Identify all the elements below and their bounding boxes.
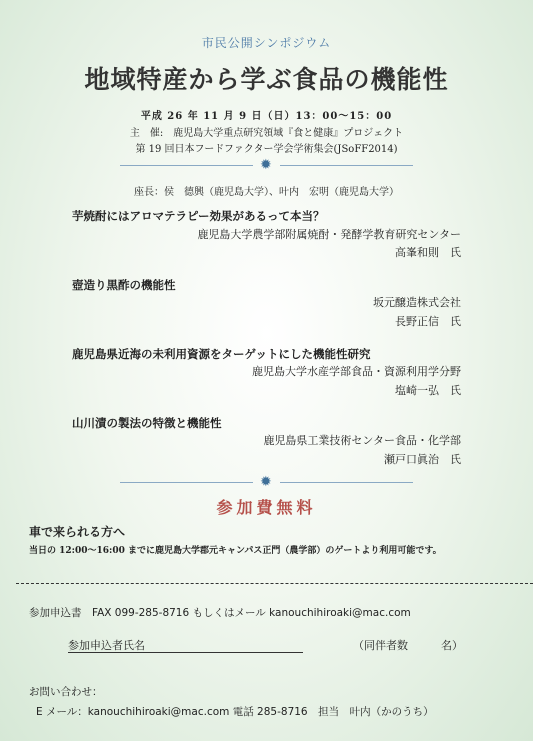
talk-affiliation: 鹿児島県工業技術センター食品・化学部 — [263, 434, 461, 447]
talk-speaker: 瀬戸口眞治 氏 — [384, 453, 461, 466]
applicant-name-field[interactable] — [68, 652, 303, 653]
talk-speaker: 高峯和則 氏 — [395, 246, 461, 259]
companion-count-field[interactable]: （同伴者数 名） — [353, 639, 463, 652]
chairs: 座長：侯 德興（鹿児島大学）、叶内 宏明（鹿児島大学） — [134, 187, 399, 198]
event-date: 平成 26 年 11 月 9 日（日）13：00〜15：00 — [140, 111, 393, 122]
sunburst-icon: ✹ — [260, 157, 272, 173]
organizer: 主 催: 鹿児島大学重点研究領域『食と健康』プロジェクト — [129, 128, 404, 139]
parking-info: 当日の 12:00〜16:00 までに鹿児島大学郡元キャンパス正門（農学部）のゲートより利用可能です。 — [29, 546, 442, 556]
talk-title: 鹿児島県近海の未利用資源をターゲットにした機能性研究 — [72, 347, 371, 361]
talk-speaker: 塩崎一弘 氏 — [395, 384, 461, 397]
contact-heading: お問い合わせ： — [29, 686, 103, 698]
divider-line-right — [280, 165, 413, 166]
divider-line-left — [120, 482, 253, 483]
admission-free-label: 参加費無料 — [216, 498, 317, 517]
applicant-name-label: 参加申込者氏名 — [68, 639, 145, 652]
sunburst-icon: ✹ — [260, 474, 272, 490]
talk-affiliation: 鹿児島大学水産学部食品・資源利用学分野 — [252, 365, 461, 378]
talk-title: 芋焼酎にはアロマテラピー効果があるって本当？ — [72, 209, 325, 223]
event-type: 市民公開シンポジウム — [201, 36, 332, 50]
application-info: 参加申込書 FAX 099-285-8716 もしくはメール kanouchihiroaki@mac.com — [29, 607, 411, 619]
parking-heading: 車で来られる方へ — [29, 525, 126, 539]
talk-speaker: 長野正信 氏 — [395, 315, 461, 328]
divider-line-right — [280, 482, 413, 483]
co-organizer: 第 19 回日本フードファクター学会学術集会(JSoFF2014) — [135, 144, 398, 155]
talk-affiliation: 鹿児島大学農学部附属焼酎・発酵学教育研究センター — [197, 228, 461, 241]
talk-title: 壺造り黒酢の機能性 — [72, 278, 176, 292]
contact-info: E メール：kanouchihiroaki@mac.com 電話 285-8716 担当 叶内（かのうち） — [36, 706, 434, 718]
page-title: 地域特産から学ぶ食品の機能性 — [84, 65, 449, 94]
cut-line — [16, 583, 533, 584]
talk-title: 山川漬の製法の特徴と機能性 — [72, 416, 222, 430]
talk-affiliation: 坂元醸造株式会社 — [373, 296, 461, 309]
divider-line-left — [120, 165, 253, 166]
